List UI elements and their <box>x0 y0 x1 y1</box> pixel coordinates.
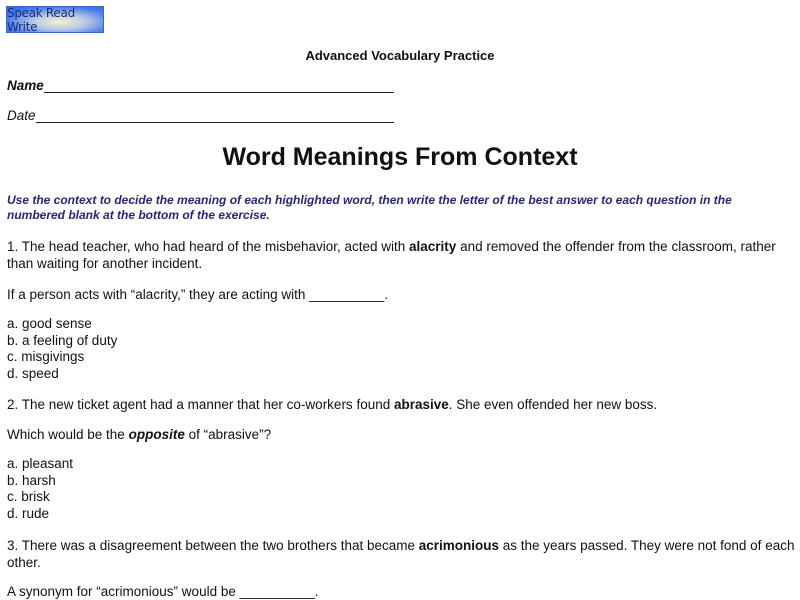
question-1-prompt <box>7 286 797 303</box>
answer-blank: __________. <box>239 584 319 599</box>
date-blank-line <box>36 108 394 123</box>
option-d: d. speed <box>7 365 59 381</box>
option-b: b. harsh <box>7 472 56 488</box>
highlighted-word: alacrity <box>409 239 457 254</box>
date-label: Date <box>7 108 36 123</box>
name-blank-line <box>44 78 394 93</box>
instructions: Use the context to decide the meaning of each highlighted word, then write the letter of the best answer to each question in the numbered blank at the bottom of the exercise. <box>7 193 732 222</box>
name-field <box>7 78 394 93</box>
question-2-options <box>7 456 73 522</box>
sentence-text: . She even offended her new boss. <box>448 397 658 412</box>
worksheet-subtitle: Advanced Vocabulary Practice <box>305 48 495 63</box>
option-c: c. brisk <box>7 489 50 504</box>
option-b: b. a feeling of duty <box>7 332 118 348</box>
emphasized-word: opposite <box>128 427 185 442</box>
question-1-options <box>7 316 117 382</box>
date-field <box>7 108 394 123</box>
page-title: Word Meanings From Context <box>222 143 578 171</box>
option-a: a. pleasant <box>7 456 74 471</box>
highlighted-word: acrimonious <box>418 538 500 553</box>
speak-read-write-logo[interactable]: Speak Read Write <box>6 6 104 33</box>
option-a: a. good sense <box>7 316 92 331</box>
question-3-sentence <box>7 537 797 571</box>
question-3-prompt <box>7 583 797 600</box>
sentence-text: 3. There was a disagreement between the two brothers that became <box>7 538 419 553</box>
prompt-text: Which would be the <box>7 427 129 442</box>
question-1-sentence <box>7 238 797 272</box>
sentence-text: as the years passed. They were not fond of each other. <box>7 538 795 570</box>
prompt-text: of “abrasive”? <box>184 427 272 442</box>
highlighted-word: abrasive <box>393 397 449 412</box>
name-label: Name <box>7 78 44 93</box>
option-d: d. rude <box>7 505 50 521</box>
question-2-prompt <box>7 426 797 443</box>
prompt-text: If a person acts with “alacrity,” they are acting with <box>7 287 310 302</box>
sentence-text: 2. The new ticket agent had a manner that her co-workers found <box>7 397 394 412</box>
option-c: c. misgivings <box>7 349 85 364</box>
question-2-sentence <box>7 396 797 413</box>
prompt-text: A synonym for “acrimonious” would be <box>7 584 240 599</box>
sentence-text: and removed the offender from the classroom, rather than waiting for another incident. <box>7 239 776 271</box>
sentence-text: 1. The head teacher, who had heard of the misbehavior, acted with <box>7 239 410 254</box>
answer-blank: __________. <box>309 287 388 302</box>
